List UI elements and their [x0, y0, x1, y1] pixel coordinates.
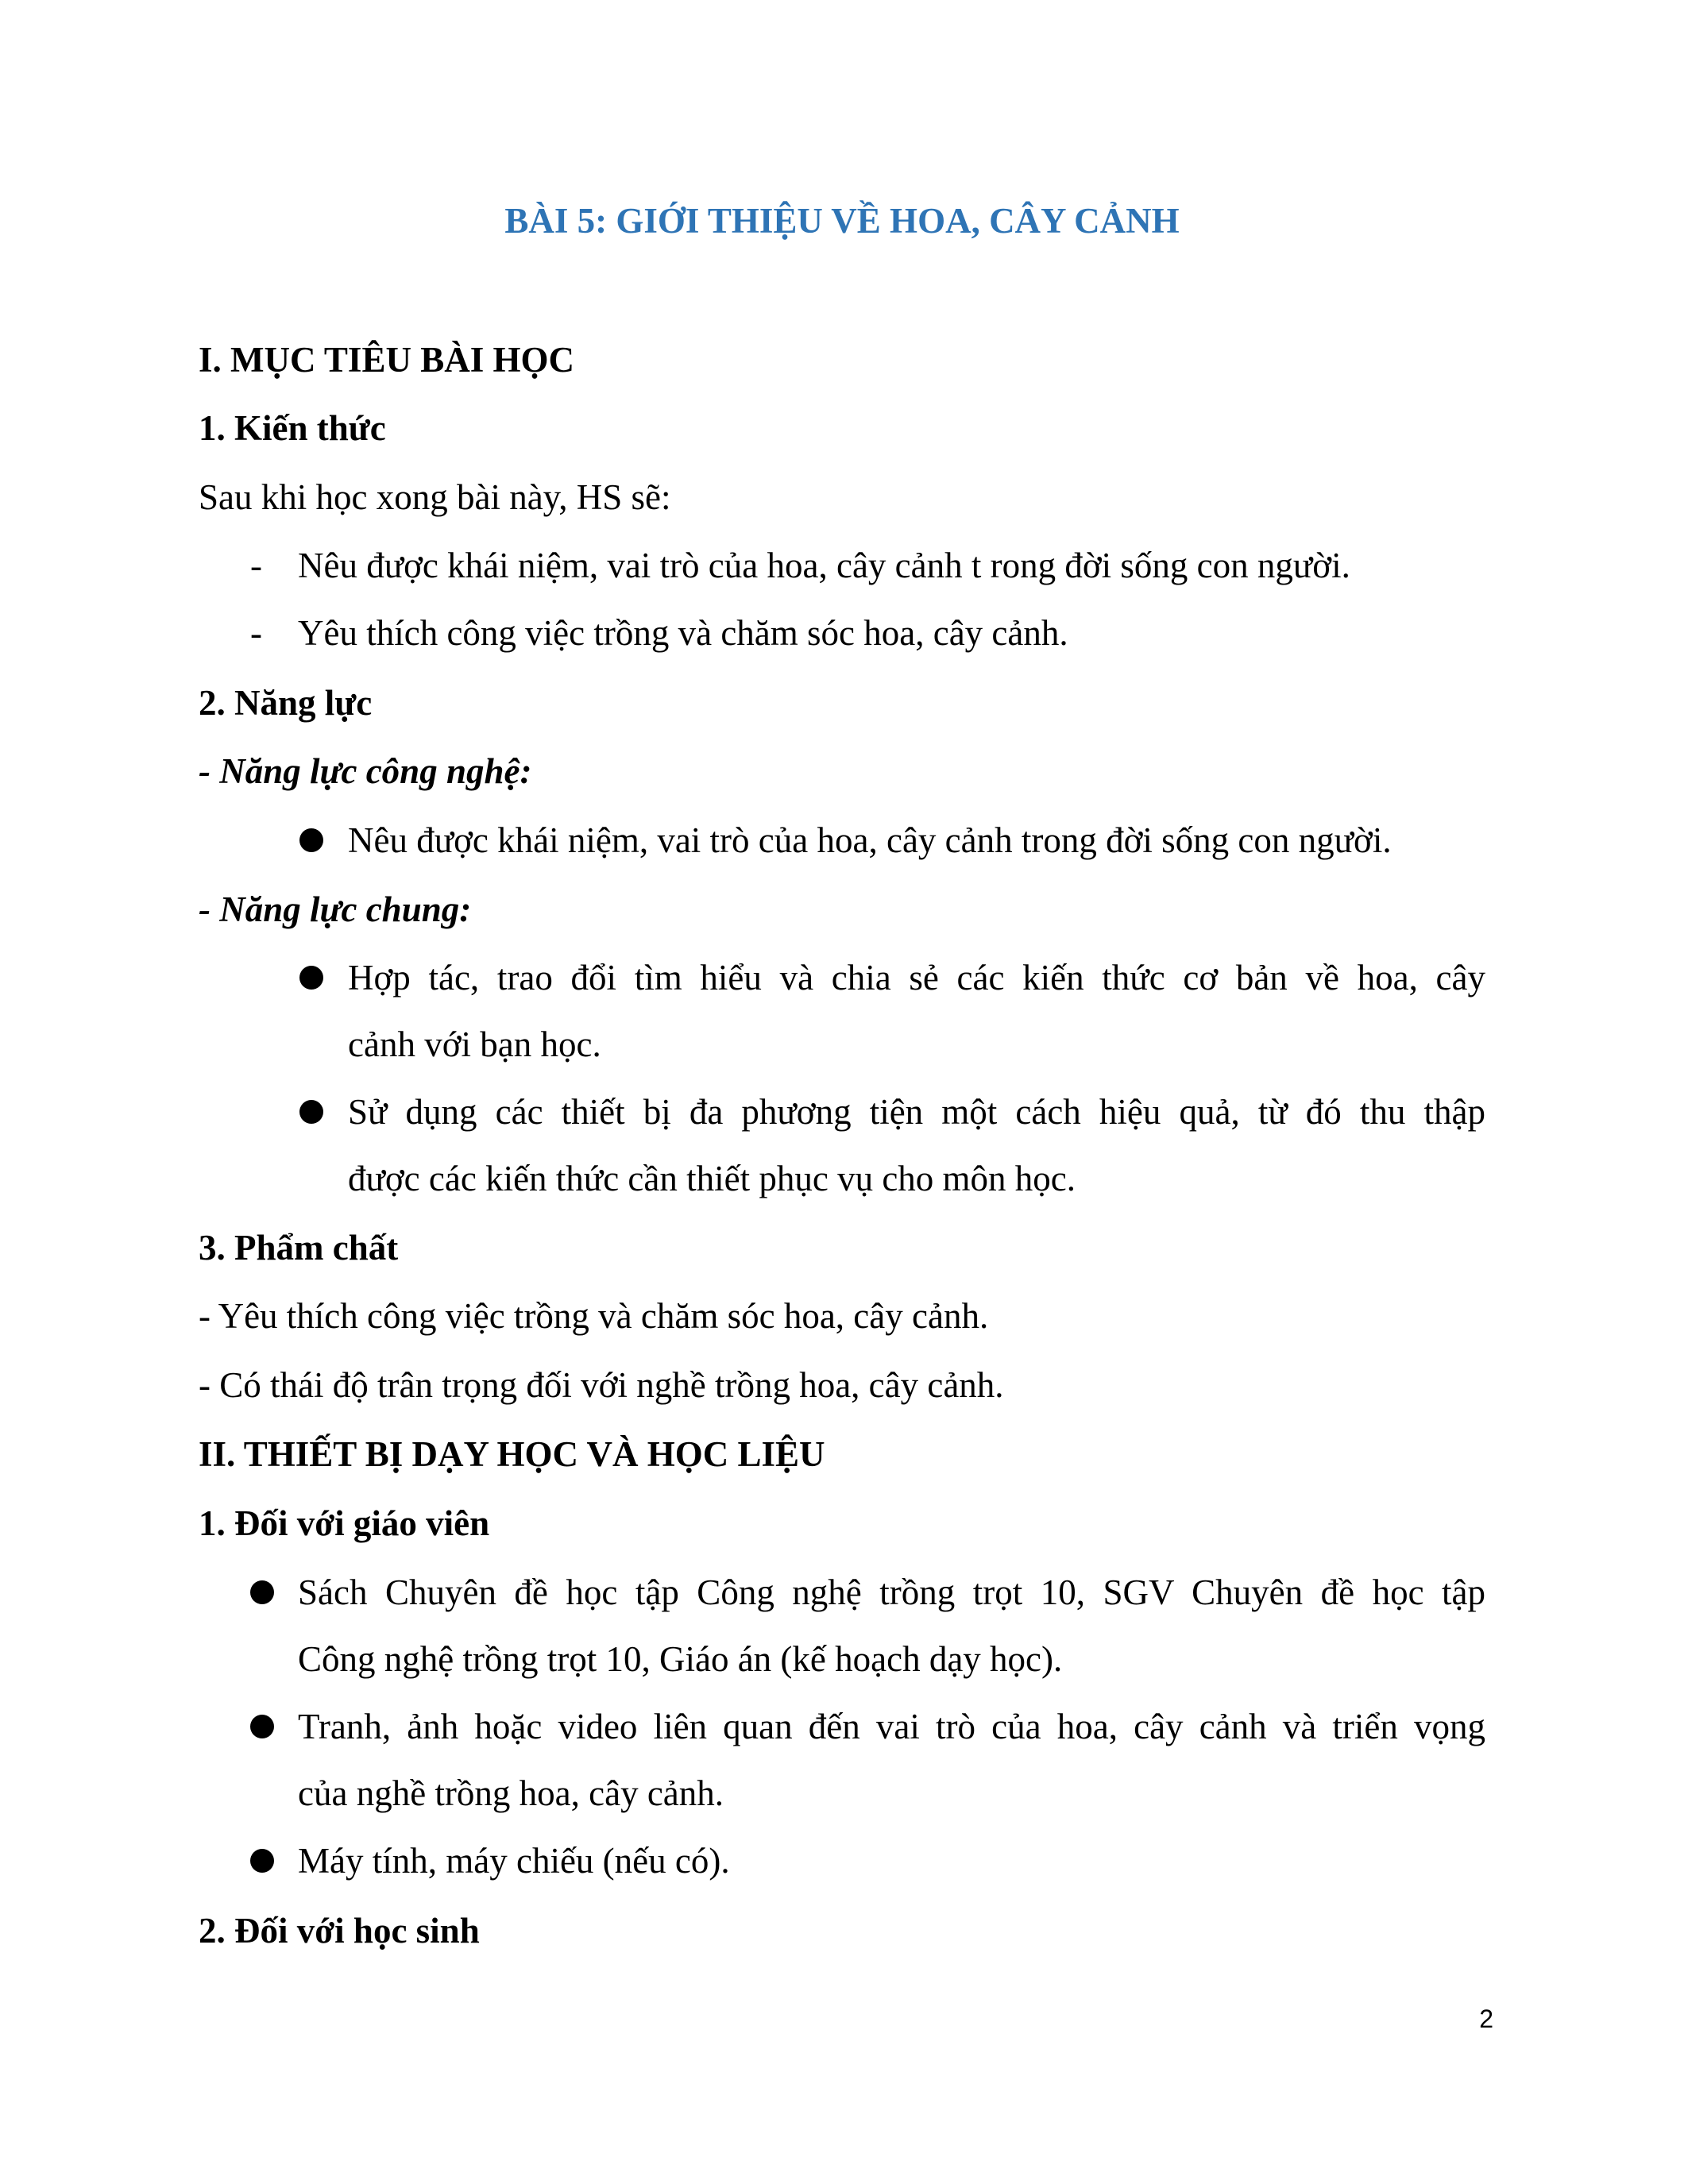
- lesson-title: BÀI 5: GIỚI THIỆU VỀ HOA, CÂY CẢNH: [504, 201, 1180, 241]
- qualities-item-1: - Yêu thích công việc trồng và chăm sóc hoa, cây cảnh.: [199, 1296, 989, 1336]
- general-competence-heading: - Năng lực chung:: [199, 889, 472, 929]
- general-competence-item-1-line-1: Hợp tác, trao đổi tìm hiểu và chia sẻ các kiến thức cơ bản về hoa, cây: [348, 958, 1485, 997]
- teacher-item-2-line-2: của nghề trồng hoa, cây cảnh.: [298, 1773, 724, 1813]
- knowledge-item-2: Yêu thích công việc trồng và chăm sóc hoa, cây cảnh.: [298, 613, 1068, 653]
- competence-heading: 2. Năng lực: [199, 683, 373, 723]
- teacher-item-3: Máy tính, máy chiếu (nếu có).: [298, 1841, 730, 1881]
- knowledge-intro: Sau khi học xong bài này, HS sẽ:: [199, 477, 671, 517]
- dash-marker: -: [250, 613, 262, 653]
- teacher-item-1-line-1: Sách Chuyên đề học tập Công nghệ trồng trọt 10, SGV Chuyên đề học tập: [298, 1572, 1485, 1612]
- dash-marker: -: [250, 546, 262, 585]
- bullet-icon: [250, 1715, 274, 1738]
- bullet-icon: [299, 1100, 323, 1124]
- section-1-heading: I. MỤC TIÊU BÀI HỌC: [199, 340, 574, 380]
- general-competence-item-2-line-1: Sử dụng các thiết bị đa phương tiện một cách hiệu quả, từ đó thu thập: [348, 1092, 1485, 1132]
- tech-competence-heading: - Năng lực công nghệ:: [199, 751, 532, 791]
- tech-competence-item-1: Nêu được khái niệm, vai trò của hoa, cây cảnh trong đời sống con người.: [348, 820, 1392, 860]
- knowledge-heading: 1. Kiến thức: [199, 408, 386, 448]
- teacher-item-1-line-2: Công nghệ trồng trọt 10, Giáo án (kế hoạch dạy học).: [298, 1639, 1063, 1679]
- qualities-item-2: - Có thái độ trân trọng đối với nghề trồng hoa, cây cảnh.: [199, 1365, 1004, 1405]
- general-competence-item-2-line-2: được các kiến thức cần thiết phục vụ cho môn học.: [348, 1159, 1076, 1198]
- general-competence-item-1-line-2: cảnh với bạn học.: [348, 1024, 601, 1064]
- bullet-icon: [299, 966, 323, 990]
- bullet-icon: [299, 828, 323, 852]
- section-2-heading: II. THIẾT BỊ DẠY HỌC VÀ HỌC LIỆU: [199, 1434, 825, 1474]
- student-heading: 2. Đối với học sinh: [199, 1911, 480, 1951]
- teacher-item-2-line-1: Tranh, ảnh hoặc video liên quan đến vai trò của hoa, cây cảnh và triển vọng: [298, 1707, 1485, 1746]
- knowledge-item-1: Nêu được khái niệm, vai trò của hoa, cây cảnh t rong đời sống con người.: [298, 546, 1350, 585]
- bullet-icon: [250, 1580, 274, 1604]
- qualities-heading: 3. Phẩm chất: [199, 1228, 399, 1268]
- bullet-icon: [250, 1849, 274, 1873]
- page-number: 2: [1479, 2005, 1493, 2033]
- teacher-heading: 1. Đối với giáo viên: [199, 1503, 490, 1543]
